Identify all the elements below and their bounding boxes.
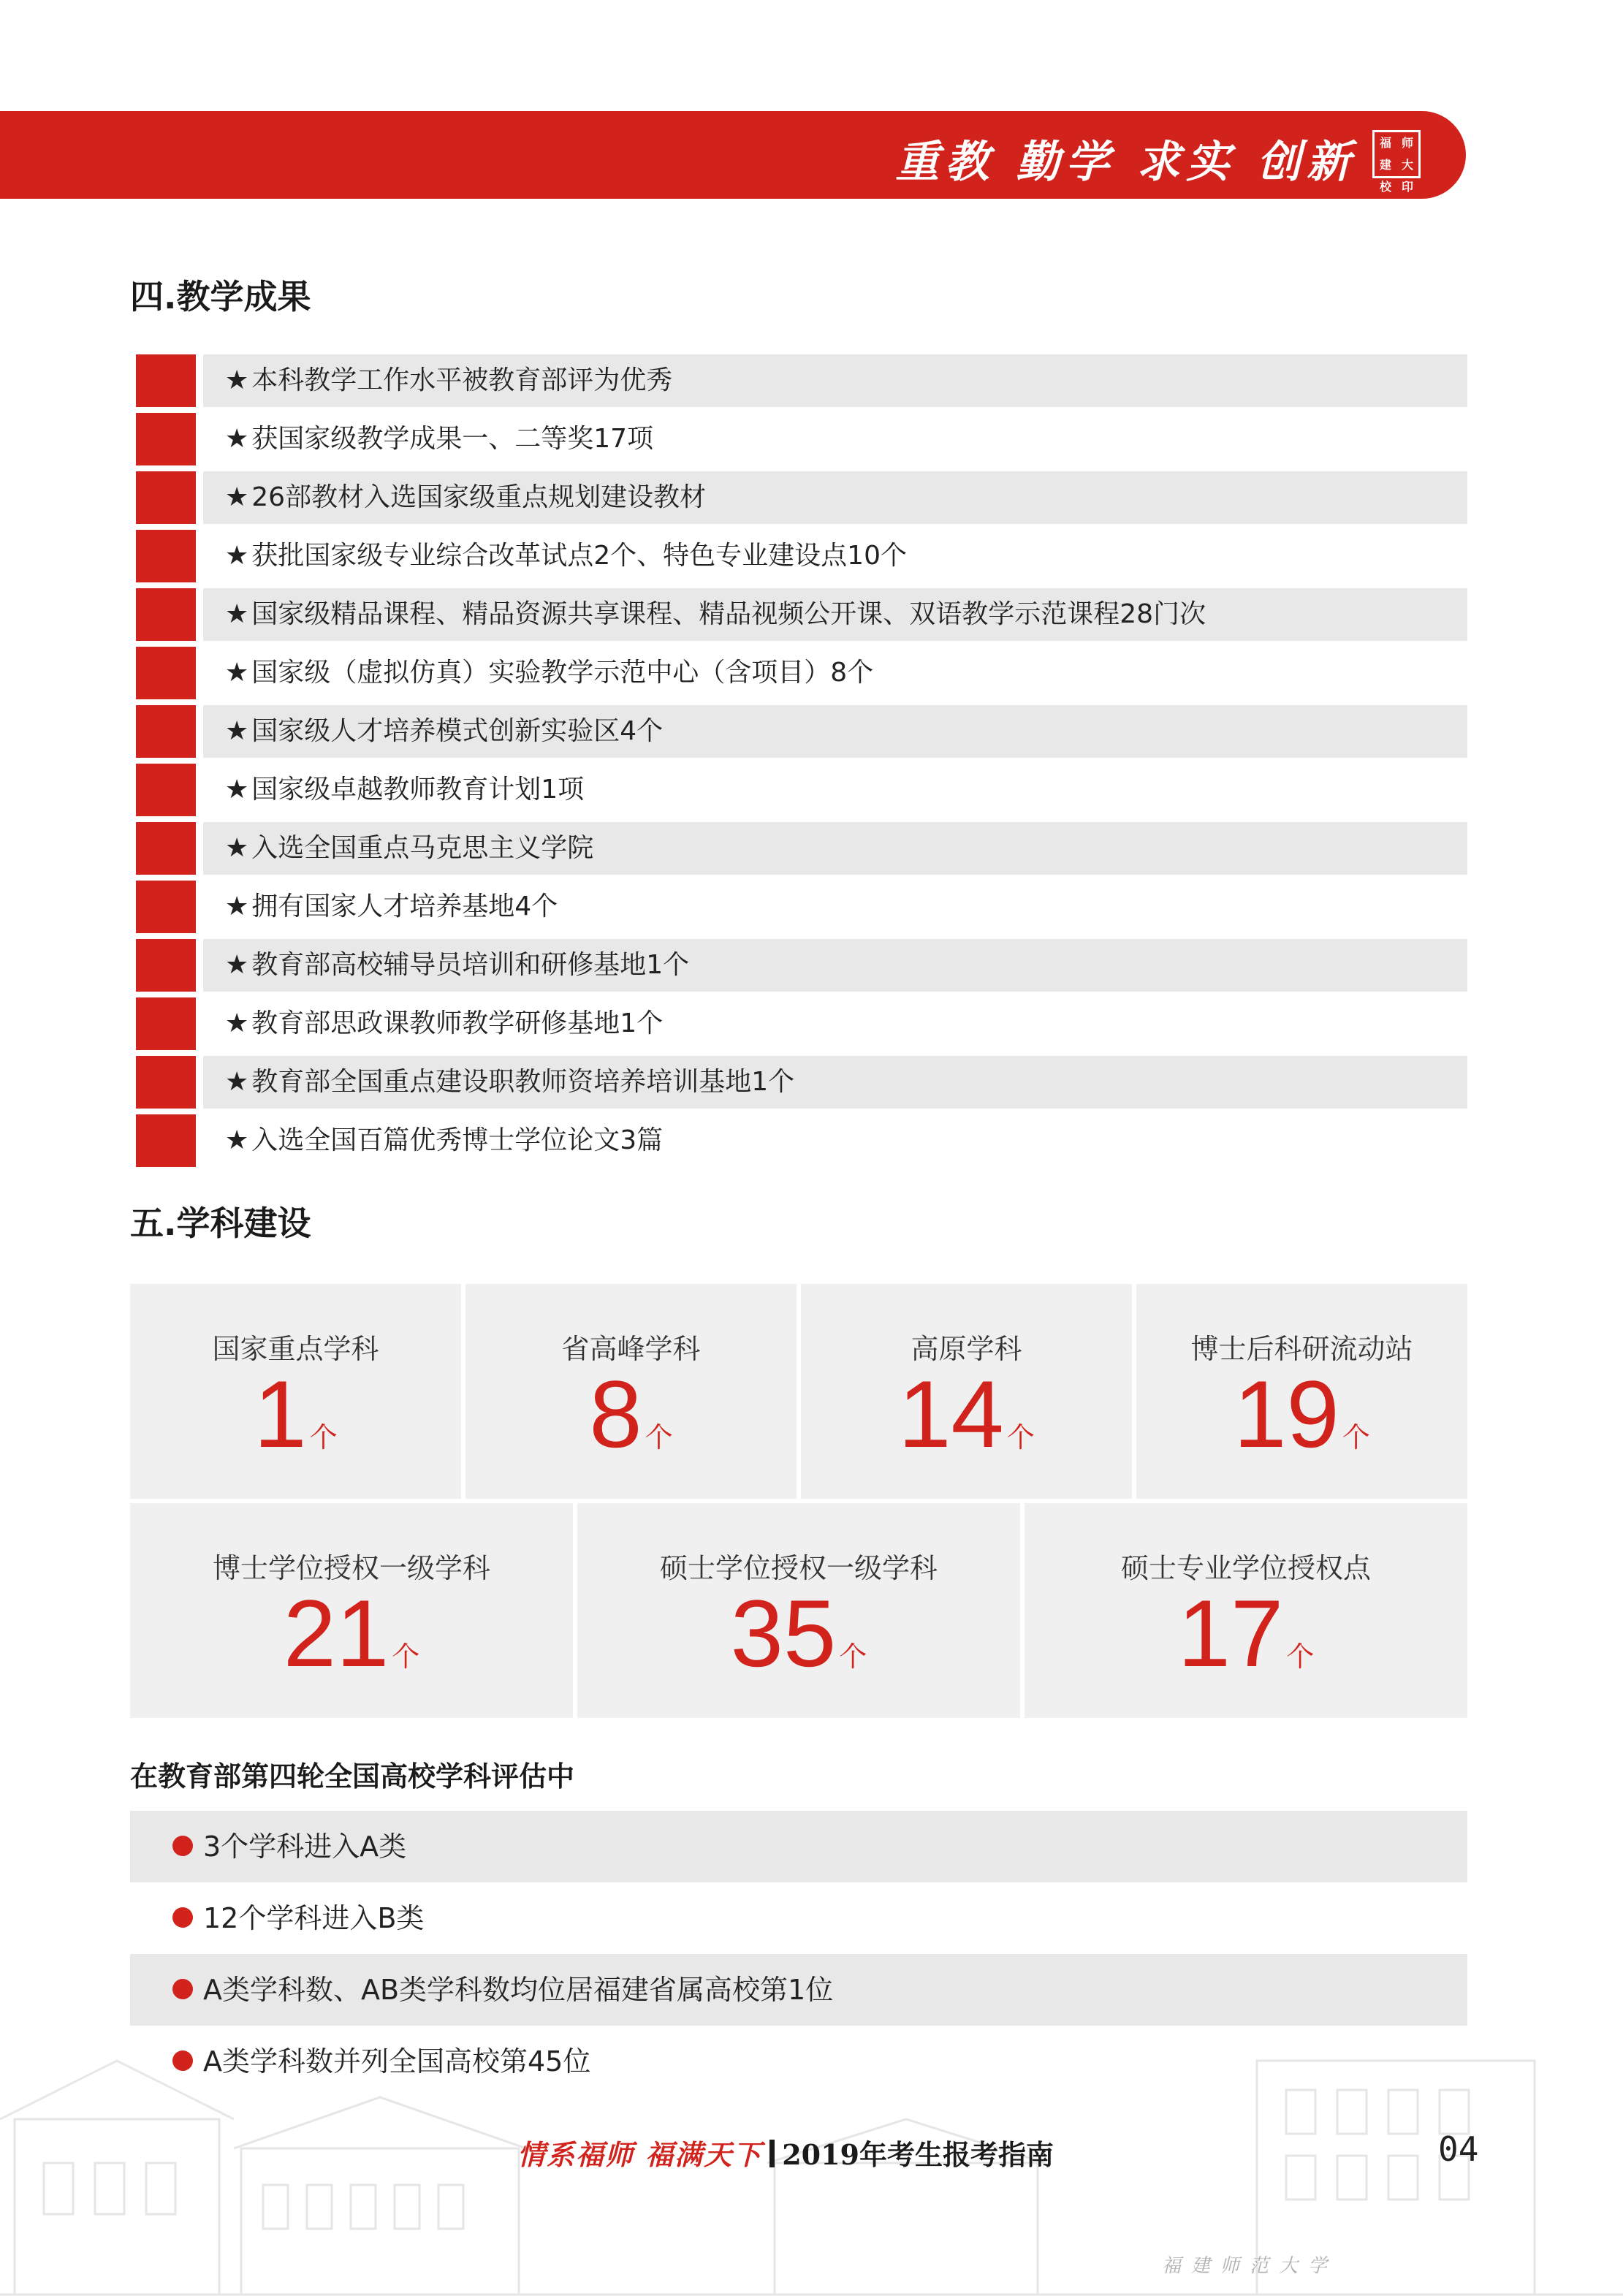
achievement-label: 教育部思政课教师教学研修基地1个 (251, 1008, 664, 1038)
achievement-text (225, 1056, 794, 1109)
discipline-stats-row-2 (130, 1503, 1467, 1718)
stat-number: 19 (1234, 1361, 1339, 1467)
stat-tile (801, 1284, 1132, 1499)
stat-value (1136, 1363, 1467, 1489)
stat-unit: 个 (1342, 1421, 1370, 1453)
achievement-label: 本科教学工作水平被教育部评为优秀 (251, 365, 673, 395)
red-marker (136, 705, 196, 758)
achievement-label: 26部教材入选国家级重点规划建设教材 (251, 482, 707, 512)
footer-divider (769, 2140, 775, 2167)
seal-char: 校训 (1379, 180, 1391, 216)
achievement-item (136, 704, 1467, 762)
achievement-item (136, 587, 1467, 645)
star-icon: ★ (225, 775, 249, 805)
evaluation-item (130, 1882, 1467, 1954)
achievement-item (136, 411, 1467, 470)
evaluation-item (130, 1954, 1467, 2026)
stat-number: 1 (254, 1361, 307, 1467)
stat-number: 14 (898, 1361, 1004, 1467)
stat-unit: 个 (392, 1641, 420, 1673)
stat-number: 8 (589, 1361, 642, 1467)
stat-unit: 个 (839, 1641, 867, 1673)
star-icon: ★ (225, 892, 249, 921)
footer-guide-title: 2019年考生报考指南 (782, 2138, 1054, 2171)
stat-value (801, 1363, 1132, 1489)
stat-label: 省高峰学科 (561, 1333, 701, 1365)
school-motto: 重教 勤学 求实 创新 (895, 137, 1356, 188)
evaluation-text: A类学科数、AB类学科数均位居福建省属高校第1位 (203, 1974, 834, 2006)
section4-title: 四.教学成果 (130, 277, 311, 316)
stat-label: 高原学科 (911, 1333, 1022, 1365)
stat-value (130, 1363, 461, 1489)
achievement-label: 国家级精品课程、精品资源共享课程、精品视频公开课、双语教学示范课程28门次 (251, 599, 1206, 629)
achievement-item (136, 470, 1467, 528)
stat-number: 35 (730, 1580, 837, 1687)
achievement-text (225, 939, 689, 992)
achievement-item (136, 645, 1467, 704)
star-icon: ★ (225, 1067, 249, 1097)
achievement-text (225, 881, 558, 933)
achievement-label: 入选全国百篇优秀博士学位论文3篇 (251, 1125, 664, 1155)
stat-unit: 个 (645, 1421, 673, 1453)
stat-value (1025, 1582, 1467, 1708)
star-icon: ★ (225, 541, 249, 571)
red-marker (136, 881, 196, 933)
achievement-label: 教育部高校辅导员培训和研修基地1个 (251, 950, 690, 980)
achievement-label: 国家级卓越教师教育计划1项 (251, 775, 585, 805)
seal-stamp (1372, 130, 1421, 216)
discipline-stats-row-1 (130, 1284, 1467, 1499)
achievement-item (136, 353, 1467, 411)
stat-unit: 个 (1006, 1421, 1035, 1453)
red-marker (136, 997, 196, 1050)
achievement-item (136, 996, 1467, 1054)
achievement-text (225, 822, 593, 875)
red-marker (136, 530, 196, 582)
achievement-label: 国家级人才培养模式创新实验区4个 (251, 716, 664, 746)
stat-label: 博士后科研流动站 (1190, 1333, 1413, 1365)
page-number: 04 (1438, 2129, 1479, 2169)
seal-char: 福建 (1379, 136, 1391, 172)
red-marker (136, 764, 196, 816)
stat-tile (1136, 1284, 1467, 1499)
achievement-text (225, 530, 907, 582)
achievement-label: 国家级（虚拟仿真）实验教学示范中心（含项目）8个 (251, 658, 874, 688)
section5-title: 五.学科建设 (130, 1204, 311, 1243)
seal-char: 印 (1401, 180, 1413, 194)
stat-label: 国家重点学科 (212, 1333, 379, 1365)
star-icon: ★ (225, 833, 249, 863)
stat-unit: 个 (1286, 1641, 1315, 1673)
achievement-item (136, 821, 1467, 879)
star-icon: ★ (225, 716, 249, 746)
stat-label: 硕士学位授权一级学科 (659, 1552, 938, 1584)
stat-value (130, 1582, 573, 1708)
achievement-text (225, 413, 653, 465)
stat-tile (1025, 1503, 1467, 1718)
campus-name-watermark: 福建师范大学 (1162, 2255, 1338, 2277)
footer-slogan: 情系福师 福满天下 (517, 2138, 763, 2171)
stat-unit: 个 (309, 1421, 338, 1453)
achievement-item (136, 879, 1467, 938)
achievement-item (136, 528, 1467, 587)
achievement-text (225, 705, 663, 758)
achievement-text (225, 997, 663, 1050)
star-icon: ★ (225, 424, 249, 454)
evaluation-text: 12个学科进入B类 (203, 1902, 425, 1934)
stat-number: 21 (283, 1580, 389, 1687)
star-icon: ★ (225, 365, 249, 395)
red-marker (136, 471, 196, 524)
footer-tagline (517, 2132, 1054, 2173)
achievement-label: 获国家级教学成果一、二等奖17项 (251, 424, 654, 454)
achievement-label: 拥有国家人才培养基地4个 (251, 892, 558, 921)
stat-tile (130, 1284, 461, 1499)
evaluation-text: A类学科数并列全国高校第45位 (203, 2045, 591, 2078)
stat-tile (577, 1503, 1020, 1718)
star-icon: ★ (225, 950, 249, 980)
stat-value (577, 1582, 1020, 1708)
achievement-text (225, 354, 672, 407)
stat-label: 博士学位授权一级学科 (212, 1552, 490, 1584)
star-icon: ★ (225, 1125, 249, 1155)
red-marker (136, 1056, 196, 1109)
achievement-item (136, 938, 1467, 996)
stat-tile (130, 1503, 573, 1718)
bullet-dot-icon (172, 1836, 193, 1856)
evaluation-item (130, 1811, 1467, 1882)
evaluation-heading: 在教育部第四轮全国高校学科评估中 (130, 1760, 575, 1793)
achievement-item (136, 1054, 1467, 1113)
star-icon: ★ (225, 1008, 249, 1038)
stat-tile (465, 1284, 797, 1499)
achievement-label: 教育部全国重点建设职教师资培养培训基地1个 (251, 1067, 795, 1097)
seal-char: 师大 (1401, 136, 1413, 172)
achievement-text (225, 1114, 663, 1167)
evaluation-text: 3个学科进入A类 (203, 1831, 407, 1863)
red-marker (136, 413, 196, 465)
achievement-list (136, 353, 1467, 1171)
red-marker (136, 939, 196, 992)
achievement-item (136, 1113, 1467, 1171)
achievement-text (225, 647, 873, 699)
achievement-text (225, 764, 584, 816)
stat-label: 硕士专业学位授权点 (1120, 1552, 1371, 1584)
achievement-label: 获批国家级专业综合改革试点2个、特色专业建设点10个 (251, 541, 907, 571)
red-marker (136, 822, 196, 875)
header-banner (0, 111, 1466, 216)
star-icon: ★ (225, 658, 249, 688)
achievement-item (136, 762, 1467, 821)
achievement-text (225, 471, 706, 524)
stat-value (465, 1363, 797, 1489)
star-icon: ★ (225, 599, 249, 629)
bullet-dot-icon (172, 1979, 193, 1999)
achievement-label: 入选全国重点马克思主义学院 (251, 833, 594, 863)
achievement-text (225, 588, 1206, 641)
stat-number: 17 (1177, 1580, 1284, 1687)
red-marker (136, 588, 196, 641)
red-marker (136, 647, 196, 699)
red-marker (136, 1114, 196, 1167)
star-icon: ★ (225, 482, 249, 512)
red-marker (136, 354, 196, 407)
bullet-dot-icon (172, 1907, 193, 1928)
